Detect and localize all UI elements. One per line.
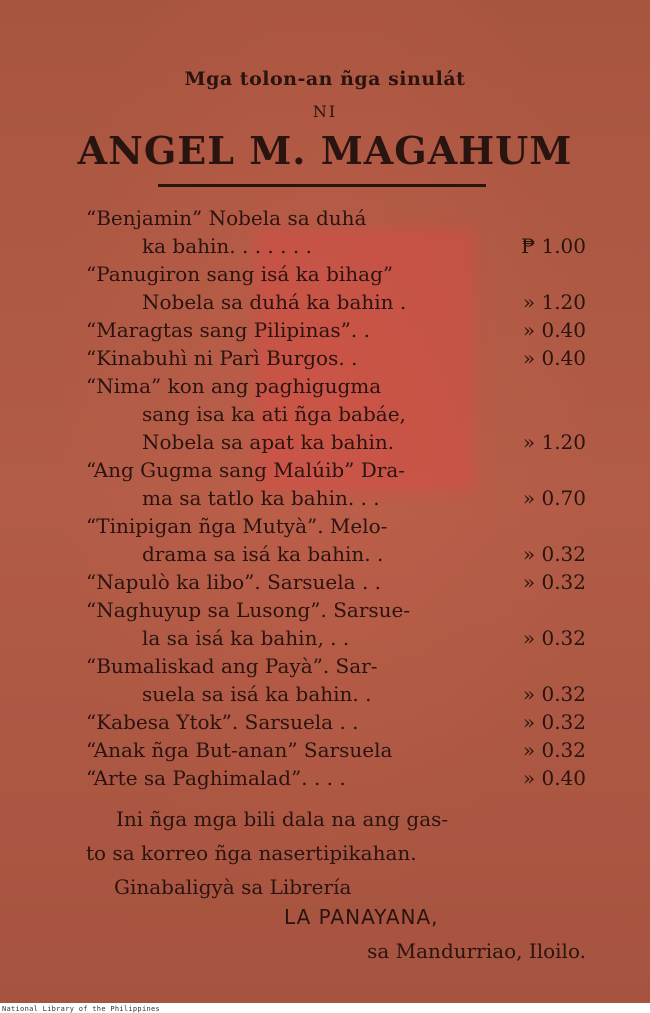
entry-price: » 0.32 — [522, 682, 586, 706]
list-item — [86, 372, 586, 400]
entry-text: “Maragtas sang Pilipinas”. . — [86, 318, 370, 342]
entry-price: » 0.32 — [522, 542, 586, 566]
entry-price: » 1.20 — [522, 430, 586, 454]
entry-text: “Kabesa Ytok”. Sarsuela . . — [86, 710, 359, 734]
list-item — [86, 596, 586, 624]
entry-price: » 0.40 — [522, 318, 586, 342]
entry-text: “Bumaliskad ang Payà”. Sar- — [86, 654, 378, 678]
entry-price: » 0.40 — [522, 766, 586, 790]
entry-text: Nobela sa duhá ka bahin . — [142, 290, 407, 314]
list-item — [86, 204, 586, 232]
entry-text: ka bahin. . . . . . . — [142, 234, 312, 258]
entry-text: drama sa isá ka bahin. . — [142, 542, 384, 566]
entry-price: » 0.32 — [522, 738, 586, 762]
entry-price: » 0.70 — [522, 486, 586, 510]
entry-price: ₱ 1.00 — [520, 234, 586, 258]
entry-text: suela sa isá ka bahin. . — [142, 682, 372, 706]
entry-text: “Anak ñga But-anan” Sarsuela — [86, 738, 393, 762]
entry-text: la sa isá ka bahin, . . — [142, 626, 350, 650]
entry-text: “Nima” kon ang paghigugma — [86, 374, 382, 398]
footer-seller-text: LA PANAYANA, — [284, 905, 439, 929]
entry-text: “Benjamin” Nobela sa duhá — [86, 206, 367, 230]
list-item — [86, 540, 586, 568]
list-item — [86, 232, 586, 260]
list-item — [86, 400, 586, 428]
author-name: ANGEL M. MAGAHUM — [77, 128, 573, 173]
list-item — [86, 316, 586, 344]
footer-note-1-text: Ini ñga mga bili dala na ang gas- — [116, 807, 449, 831]
entry-text: “Ang Gugma sang Malúib” Dra- — [86, 458, 406, 482]
list-item — [86, 624, 586, 652]
list-item — [86, 456, 586, 484]
entry-text: Nobela sa apat ka bahin. — [142, 430, 395, 454]
entry-price: » 0.40 — [522, 346, 586, 370]
header-rule — [158, 184, 486, 187]
list-item — [86, 680, 586, 708]
entry-price: » 0.32 — [522, 570, 586, 594]
entry-text: “Napulò ka libo”. Sarsuela . . — [86, 570, 382, 594]
list-item — [86, 736, 586, 764]
list-item — [86, 344, 586, 372]
library-credit: National Library of the Philippines — [2, 1005, 161, 1013]
list-item — [86, 484, 586, 512]
entry-text: “Arte sa Paghimalad”. . . . — [86, 766, 346, 790]
footer-note-2-text: to sa korreo ñga nasertipikahan. — [86, 841, 417, 865]
entry-text: “Kinabuhì ni Parì Burgos. . — [86, 346, 358, 370]
entry-text: ma sa tatlo ka bahin. . . — [142, 486, 380, 510]
footer-seller-intro-text: Ginabaligyà sa Librería — [114, 875, 352, 899]
list-item — [86, 652, 586, 680]
list-item — [86, 708, 586, 736]
header-title: Mga tolon-an ñga sinulát — [184, 68, 466, 90]
entry-text: “Naghuyup sa Lusong”. Sarsue- — [86, 598, 411, 622]
list-item — [86, 512, 586, 540]
entry-price: » 1.20 — [522, 290, 586, 314]
entry-text: “Panugiron sang isá ka bihag” — [86, 262, 394, 286]
works-list — [86, 204, 586, 792]
entry-text: “Tinipigan ñga Mutyà”. Melo- — [86, 514, 388, 538]
list-item — [86, 568, 586, 596]
list-item — [86, 764, 586, 792]
entry-price: » 0.32 — [522, 710, 586, 734]
header-by: NI — [312, 102, 338, 121]
list-item — [86, 428, 586, 456]
entry-text: sang isa ka ati ñga babáe, — [142, 402, 406, 426]
list-item — [86, 288, 586, 316]
footer-address-text: sa Mandurriao, Iloilo. — [367, 939, 586, 963]
list-item — [86, 260, 586, 288]
entry-price: » 0.32 — [522, 626, 586, 650]
